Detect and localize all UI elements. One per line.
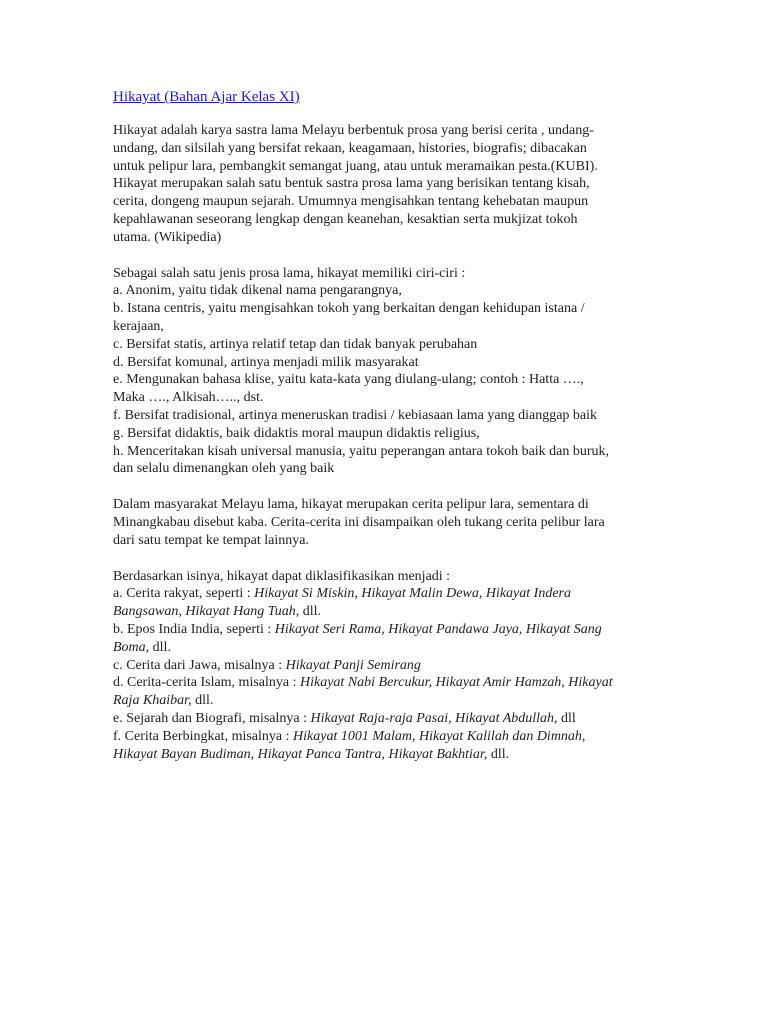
item-examples: Hikayat Raja-raja Pasai, Hikayat Abdullah xyxy=(310,710,555,726)
text-line: utama. (Wikipedia) xyxy=(113,229,222,245)
text-line: untuk pelipur lara, pembangkit semangat juang, atau untuk meramaikan pesta.(KUBI). xyxy=(113,158,598,174)
item-examples: Hikayat Si Miskin, Hikayat Malin Dewa, Hikayat Indera xyxy=(254,586,571,602)
list-item: b. Istana centris, yaitu mengisahkan tokoh yang berkaitan dengan kehidupan istana / xyxy=(113,301,585,317)
text-line: dari satu tempat ke tempat lainnya. xyxy=(113,532,309,548)
text-line: Sebagai salah satu jenis prosa lama, hikayat memiliki ciri-ciri : xyxy=(113,265,466,281)
item-label: f. Cerita Berbingkat, misalnya : xyxy=(113,728,294,744)
text-line: kepahlawanan seseorang lengkap dengan keanehan, kesaktian serta mukjizat tokoh xyxy=(113,211,578,227)
item-suffix: , dll. xyxy=(295,604,322,620)
item-suffix: dll. xyxy=(487,746,510,762)
list-item xyxy=(113,674,653,692)
list-item: Maka …., Alkisah….., dst. xyxy=(113,390,264,406)
list-item xyxy=(113,639,653,657)
item-label: d. Cerita-cerita Islam, misalnya : xyxy=(113,675,300,691)
masyarakat-paragraph xyxy=(113,496,653,549)
item-examples: Hikayat Seri Rama, Hikayat Pandawa Jaya, Hikayat Sang xyxy=(274,621,602,637)
list-item: e. Mengunakan bahasa klise, yaitu kata-kata yang diulang-ulang; contoh : Hatta …., xyxy=(113,372,584,388)
list-item xyxy=(113,621,653,639)
text-line: undang, dan silsilah yang bersifat rekaan, keagamaan, histories, biografis; dibacakan xyxy=(113,140,587,156)
item-suffix: dll. xyxy=(191,693,214,709)
item-label: e. Sejarah dan Biografi, misalnya : xyxy=(113,710,311,726)
list-item: dan selalu dimenangkan oleh yang baik xyxy=(113,461,335,477)
text-line: Dalam masyarakat Melayu lama, hikayat merupakan cerita pelipur lara, sementara di xyxy=(113,497,589,513)
item-examples: Boma, xyxy=(113,639,150,655)
list-item: f. Bersifat tradisional, artinya meneruskan tradisi / kebiasaan lama yang dianggap baik xyxy=(113,407,598,423)
item-examples: Raja Khaibar, xyxy=(113,693,192,709)
item-label: c. Cerita dari Jawa, misalnya : xyxy=(113,657,286,673)
list-item xyxy=(113,746,653,764)
text-line: Hikayat merupakan salah satu bentuk sastra prosa lama yang berisikan tentang kisah, xyxy=(113,176,590,192)
list-item: c. Bersifat statis, artinya relatif tetap dan tidak banyak perubahan xyxy=(113,336,478,352)
item-examples: Hikayat Panji Semirang xyxy=(285,657,421,673)
item-examples: Hikayat Bayan Budiman, Hikayat Panca Tantra, Hikayat Bakhtiar, xyxy=(113,746,488,762)
list-item: a. Anonim, yaitu tidak dikenal nama pengarangnya, xyxy=(113,283,402,299)
list-item xyxy=(113,657,653,675)
text-line: cerita, dongeng maupun sejarah. Umumnya mengisahkan tentang kehebatan maupun xyxy=(113,194,589,210)
ciri-paragraph xyxy=(113,265,653,479)
list-item xyxy=(113,585,653,603)
list-item: h. Menceritakan kisah universal manusia, yaitu peperangan antara tokoh baik dan buruk, xyxy=(113,443,610,459)
item-examples: Bangsawan, Hikayat Hang Tuah xyxy=(113,604,296,620)
list-item: g. Bersifat didaktis, baik didaktis moral maupun didaktis religius, xyxy=(113,425,480,441)
intro-paragraph xyxy=(113,122,653,247)
text-line: Hikayat adalah karya sastra lama Melayu berbentuk prosa yang berisi cerita , undang- xyxy=(113,123,594,138)
item-suffix: , dll xyxy=(554,710,576,726)
item-label: a. Cerita rakyat, seperti : xyxy=(113,586,255,602)
item-examples: Hikayat 1001 Malam, Hikayat Kalilah dan Dimnah, xyxy=(293,728,586,744)
list-item xyxy=(113,603,653,621)
text-line: Berdasarkan isinya, hikayat dapat diklasifikasikan menjadi : xyxy=(113,568,451,584)
item-label: b. Epos India India, seperti : xyxy=(113,621,275,637)
document-title-link[interactable]: Hikayat (Bahan Ajar Kelas XI) xyxy=(113,89,300,105)
klasifikasi-paragraph xyxy=(113,568,653,764)
document-page xyxy=(113,88,653,781)
item-examples: Hikayat Nabi Bercukur, Hikayat Amir Hamzah, Hikayat xyxy=(300,675,613,691)
text-line: Minangkabau disebut kaba. Cerita-cerita ini disampaikan oleh tukang cerita pelibur lara xyxy=(113,514,605,530)
list-item: kerajaan, xyxy=(113,318,164,334)
list-item: d. Bersifat komunal, artinya menjadi milik masyarakat xyxy=(113,354,419,370)
list-item xyxy=(113,728,653,746)
item-suffix: dll. xyxy=(149,639,171,655)
list-item xyxy=(113,710,653,728)
list-item xyxy=(113,692,653,710)
